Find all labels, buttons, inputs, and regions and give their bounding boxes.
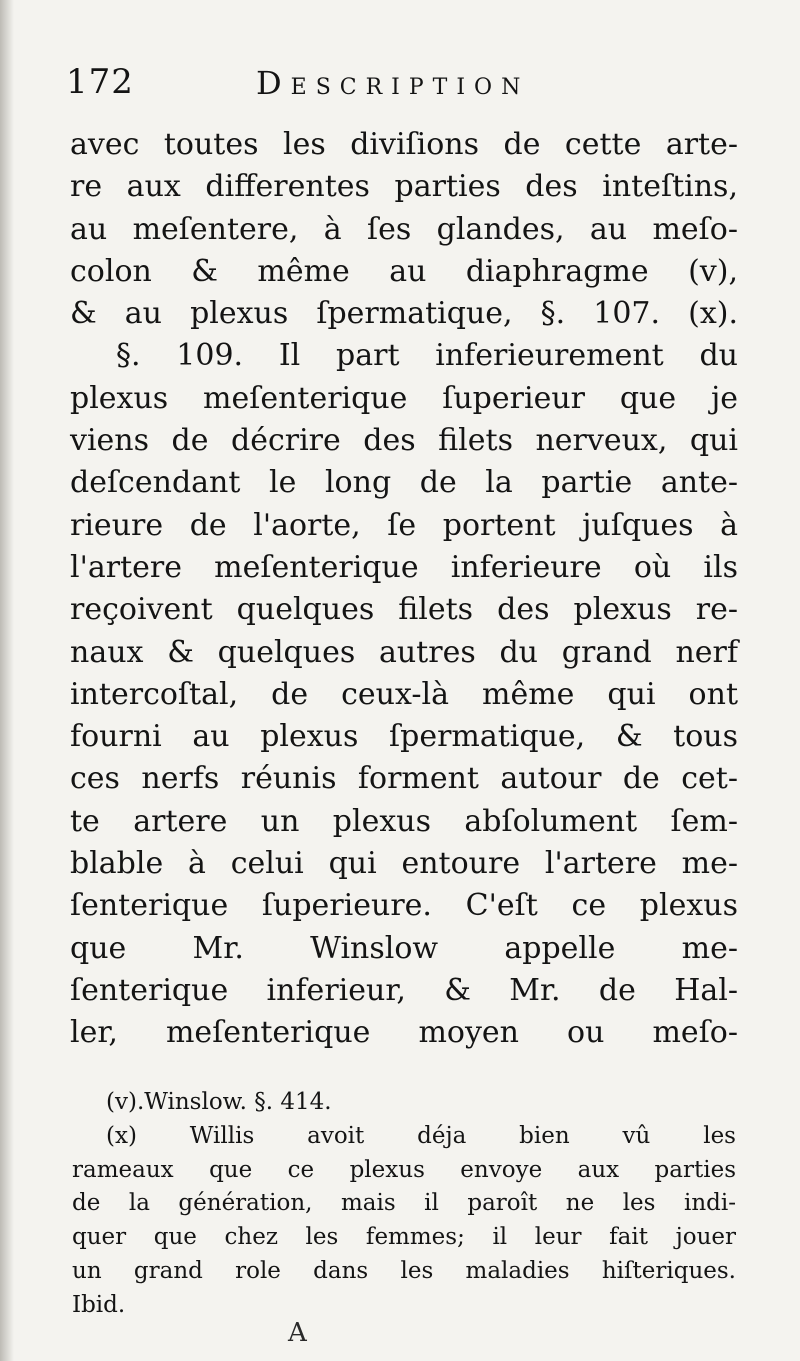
text-line: deſcendant le long de la partie ante- — [70, 465, 738, 501]
text-line: que Mr. Winslow appelle me- — [70, 930, 738, 966]
binding-shadow — [0, 0, 14, 1361]
text-line: rieure de l'aorte, ſe portent juſques à — [70, 507, 738, 543]
text-line: au meſentere, à ſes glandes, au meſo- — [70, 211, 738, 247]
text-line: ces nerfs réunis forment autour de cet- — [70, 761, 738, 797]
page-header — [66, 62, 746, 112]
page-number: 172 — [66, 62, 134, 102]
text-line: naux & quelques autres du grand nerf — [70, 634, 738, 670]
text-line: ler, meſenterique moyen ou meſo- — [70, 1015, 738, 1051]
text-line: l'artere meſenterique inferieure où ils — [70, 549, 738, 585]
body-text — [70, 124, 738, 1055]
text-line: fourni au plexus ſpermatique, & tous — [70, 719, 738, 755]
footnote-v: (v).Winslow. §. 414. — [106, 1089, 332, 1115]
text-line: blable à celui qui entoure l'artere me- — [70, 846, 738, 882]
footnote-line: quer que chez les femmes; il leur fait jouer — [72, 1224, 736, 1251]
footnote-line: Ibid. — [72, 1291, 126, 1318]
text-line: & au plexus ſpermatique, §. 107. (x). — [70, 296, 738, 332]
signature-mark: A — [288, 1318, 307, 1348]
text-line: avec toutes les diviſions de cette arte- — [70, 127, 738, 162]
text-line: ſenterique inferieur, & Mr. de Hal- — [70, 972, 738, 1008]
text-line: te artere un plexus abſolument ſem- — [70, 803, 738, 839]
footnote-line: un grand role dans les maladies hiſteriques. — [72, 1257, 736, 1284]
running-title: Description — [256, 64, 530, 102]
footnote-line: rameaux que ce plexus envoye aux parties — [72, 1156, 736, 1183]
text-line: intercoſtal, de ceux-là même qui ont — [70, 676, 738, 712]
text-line: plexus meſenterique ſuperieur que je — [70, 380, 738, 416]
footnote-line: de la génération, mais il paroît ne les indi- — [72, 1190, 736, 1217]
text-line: reçoivent quelques filets des plexus re- — [70, 592, 738, 628]
text-line: colon & même au diaphragme (v), — [70, 253, 738, 289]
footnote-x: (x) Willis avoit déja bien vû les — [106, 1122, 736, 1149]
paragraph-start-line: §. 109. Il part inferieurement du — [116, 338, 738, 374]
text-line: viens de décrire des filets nerveux, qui — [70, 423, 738, 459]
text-line: re aux differentes parties des inteſtins, — [70, 169, 738, 205]
footnotes — [72, 1086, 736, 1323]
text-line: ſenterique ſuperieure. C'eſt ce plexus — [70, 888, 738, 924]
